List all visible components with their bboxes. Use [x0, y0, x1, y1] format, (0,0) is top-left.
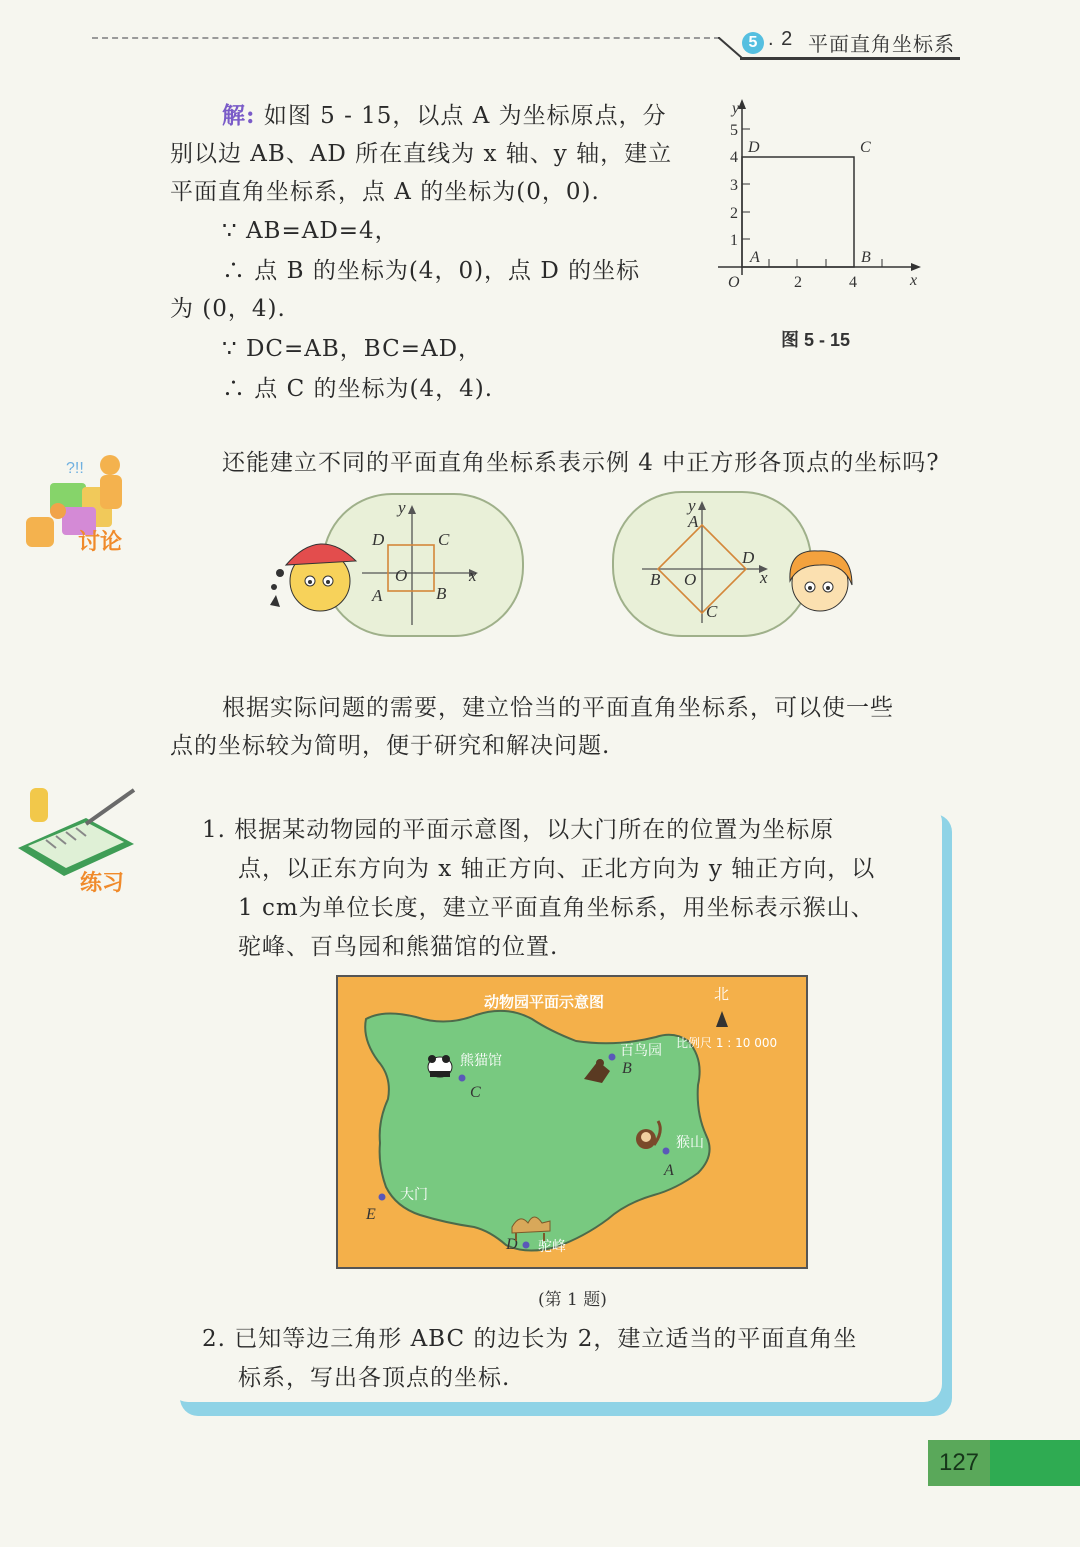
bird-garden-label: 百鸟园 [620, 1043, 662, 1059]
y-tick-5: 5 [730, 122, 738, 139]
figure-caption: 图 5 - 15 [781, 330, 851, 350]
point-A-label: A [750, 249, 760, 266]
svg-text:A: A [372, 586, 383, 605]
discussion-icon [22, 445, 142, 555]
x-tick-2: 2 [794, 274, 802, 291]
svg-text:C: C [438, 530, 450, 549]
svg-text:D: D [372, 530, 385, 549]
gate-label: 大门 [400, 1187, 428, 1203]
origin-label: O [728, 274, 740, 291]
blonde-kid-cartoon [790, 551, 852, 611]
x-axis-arrow [911, 263, 921, 271]
solution-line-1: 解: 如图 5 - 15，以点 A 为坐标原点，分 [222, 102, 667, 129]
svg-text:B: B [650, 570, 661, 589]
map-title: 动物园平面示意图 [484, 993, 605, 1011]
paragraph-line-2: 点的坐标较为简明，便于研究和解决问题. [170, 733, 611, 759]
y-tick-1: 1 [730, 232, 738, 249]
map-point-A-label: A [664, 1162, 674, 1179]
map-point-D-label: D [506, 1236, 518, 1253]
map-point-C [459, 1075, 466, 1082]
section-number-badge: 5 [742, 32, 764, 54]
solution-line-8: ∴ 点 C 的坐标为(4，4). [222, 376, 494, 402]
mushroom-kid-cartoon [270, 544, 356, 611]
paragraph-line-1: 根据实际问题的需要，建立恰当的平面直角坐标系，可以使一些 [222, 695, 894, 721]
monkey-hill-label: 猴山 [676, 1135, 704, 1151]
solution-line-2: 别以边 AB、AD 所在直线为 x 轴、y 轴，建立 [170, 141, 673, 167]
exercise-q2-line-1: 2. 已知等边三角形 ABC 的边长为 2，建立适当的平面直角坐 [202, 1326, 858, 1352]
exercise-q1-line-2: 点，以正东方向为 x 轴正方向、正北方向为 y 轴正方向，以 [238, 856, 876, 882]
y-tick-3: 3 [730, 177, 738, 194]
discussion-figure-1 [262, 495, 522, 635]
svg-text:y: y [398, 498, 406, 517]
point-C-label: C [860, 139, 871, 156]
map-point-E-label: E [366, 1206, 376, 1223]
map-point-C-label: C [470, 1084, 481, 1101]
north-label: 北 [714, 985, 730, 1003]
svg-text:C: C [706, 602, 718, 621]
svg-text:x: x [760, 568, 768, 587]
solution-line-4: ∵ AB=AD=4， [222, 218, 399, 244]
svg-text:B: B [436, 584, 447, 603]
solution-line-5: ∴ 点 B 的坐标为(4，0)，点 D 的坐标 [222, 258, 641, 284]
exercise-q1-line-3: 1 cm为单位长度，建立平面直角坐标系，用坐标表示猴山、 [238, 895, 875, 921]
svg-text:O: O [395, 566, 408, 585]
map-caption: (第 1 题) [538, 1290, 607, 1310]
exercise-q1-line-1: 1. 根据某动物园的平面示意图，以大门所在的位置为坐标原 [202, 817, 835, 843]
svg-text:O: O [684, 570, 697, 589]
y-axis-label: y [732, 100, 740, 117]
page-number-bar [990, 1440, 1080, 1486]
map-point-E [379, 1194, 386, 1201]
camel-peak-label: 驼峰 [538, 1239, 566, 1255]
solution-line-3: 平面直角坐标系，点 A 的坐标为(0，0). [170, 179, 600, 205]
x-tick-4: 4 [849, 274, 857, 291]
exercise-q2-line-2: 标系，写出各顶点的坐标. [238, 1365, 511, 1391]
section-sub-number: . 2 [768, 28, 794, 50]
map-point-B-label: B [622, 1060, 632, 1077]
solution-line-7: ∵ DC=AB，BC=AD， [222, 336, 483, 362]
x-axis-label: x [910, 272, 918, 289]
svg-text:A: A [688, 512, 699, 531]
solution-line-6: 为 (0，4). [170, 296, 286, 322]
map-point-A [663, 1148, 670, 1155]
svg-text:y: y [688, 496, 696, 515]
header-slant-line [718, 37, 744, 59]
map-point-D [523, 1242, 530, 1249]
discussion-question: 还能建立不同的平面直角坐标系表示例 4 中正方形各顶点的坐标吗? [222, 450, 940, 476]
panda-house-label: 熊猫馆 [460, 1053, 502, 1069]
exercise-q1-line-4: 驼峰、百鸟园和熊猫馆的位置. [238, 934, 559, 960]
header-underline [740, 57, 960, 60]
solution-keyword: 解: [222, 102, 256, 129]
y-tick-4: 4 [730, 149, 738, 166]
zoo-map [336, 975, 808, 1269]
section-title: 平面直角坐标系 [808, 32, 955, 56]
point-B-label: B [861, 249, 871, 266]
y-tick-2: 2 [730, 205, 738, 222]
map-point-B [609, 1054, 616, 1061]
svg-text:D: D [742, 548, 755, 567]
svg-text:?!!: ?!! [66, 460, 84, 477]
discussion-figure-2 [612, 493, 872, 633]
exercise-icon [16, 788, 140, 898]
exercise-icon-label: 练习 [80, 871, 125, 896]
panda-icon [428, 1055, 452, 1077]
figure-5-15 [712, 95, 927, 300]
y-axis-arrow [738, 99, 746, 109]
header-dashed-rule [92, 37, 720, 39]
discussion-icon-label: 讨论 [78, 530, 123, 555]
page-number: 127 [928, 1440, 990, 1486]
scale-label: 比例尺 1 : 10 000 [676, 1036, 778, 1050]
point-D-label: D [748, 139, 760, 156]
svg-text:x: x [469, 566, 477, 585]
